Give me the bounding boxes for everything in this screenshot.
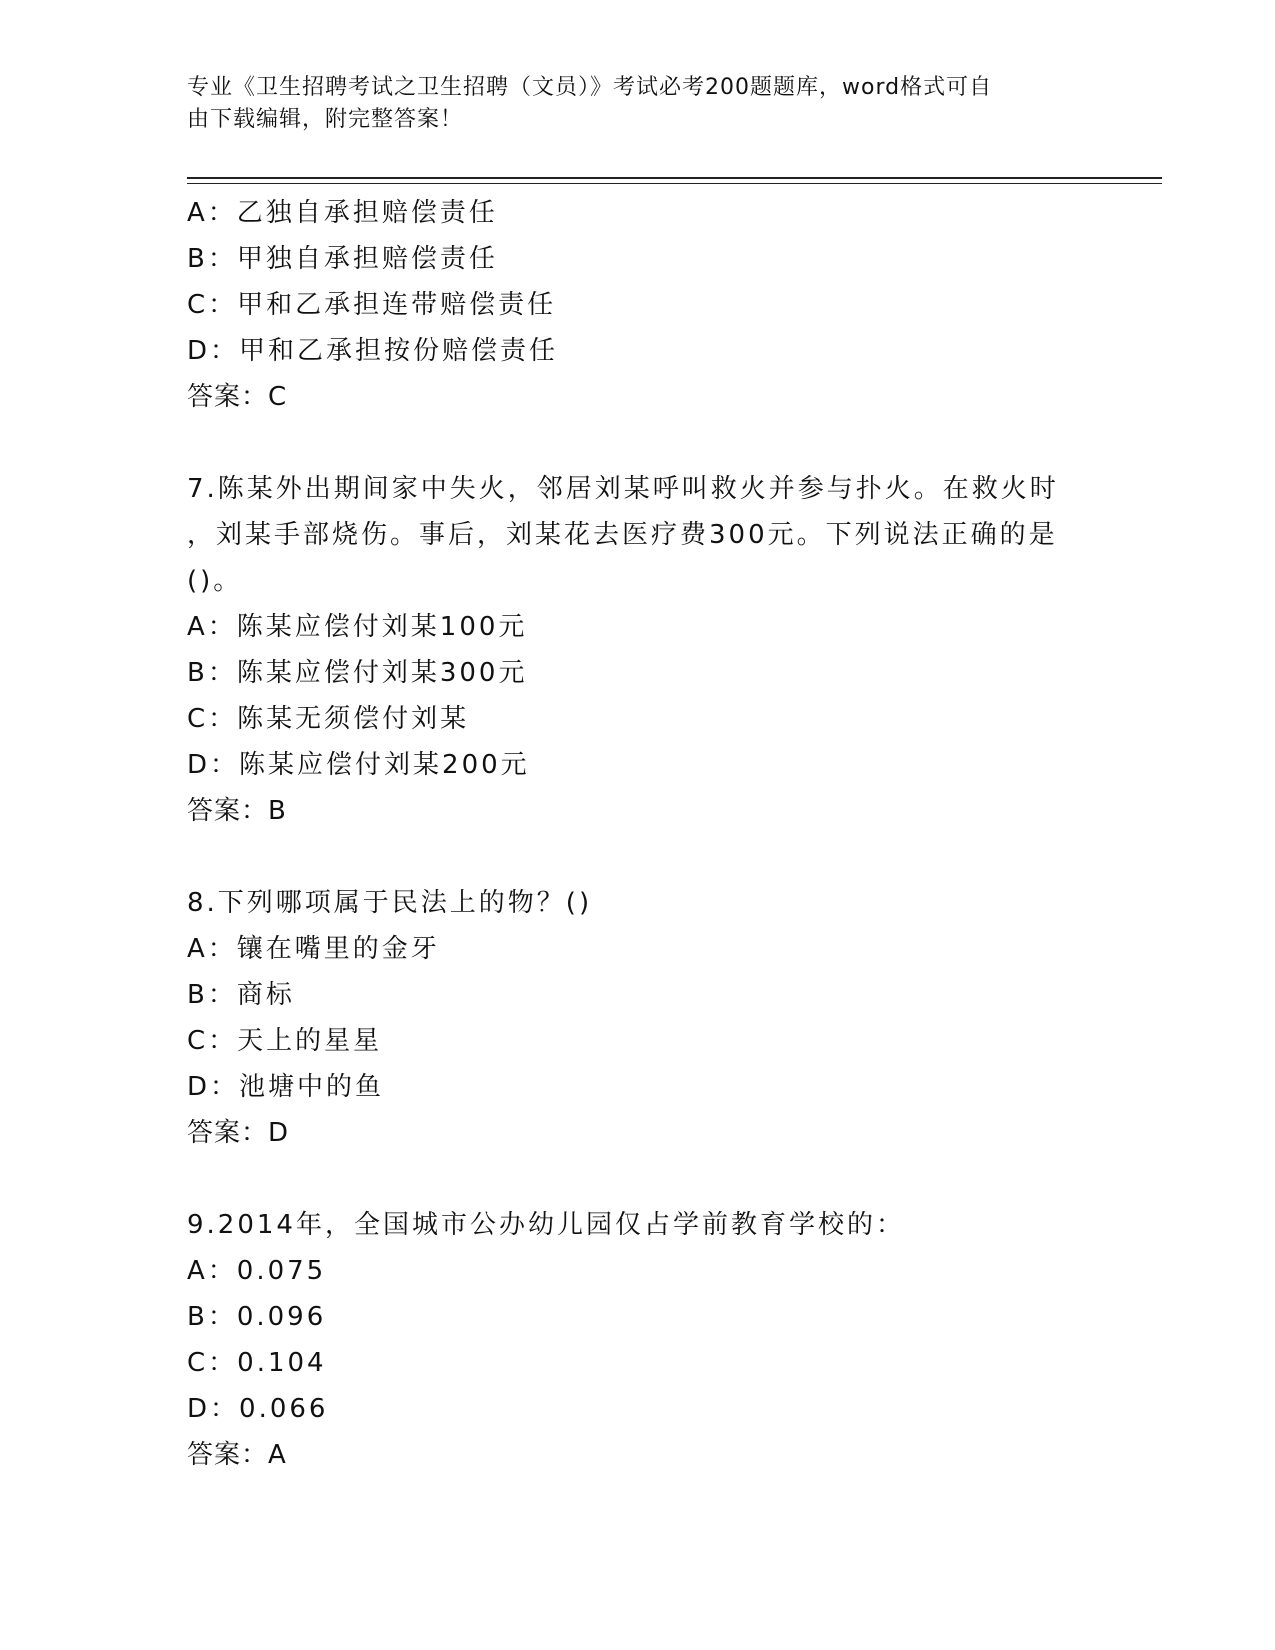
- question-stem-line: 8.下列哪项属于民法上的物？(): [187, 888, 593, 918]
- header-divider-thick: [187, 177, 1162, 179]
- option-b: B：甲独自承担赔偿责任: [187, 244, 498, 274]
- question-stem-line: ，刘某手部烧伤。事后，刘某花去医疗费300元。下列说法正确的是: [187, 520, 1058, 550]
- option-c: C：天上的星星: [187, 1026, 383, 1056]
- question-stem-line: 9.2014年，全国城市公办幼儿园仅占学前教育学校的：: [187, 1210, 905, 1240]
- option-d: D：0.066: [187, 1394, 329, 1424]
- option-a: A：0.075: [187, 1256, 327, 1286]
- option-c: C：陈某无须偿付刘某: [187, 704, 470, 734]
- option-b: B：商标: [187, 980, 295, 1010]
- header-line-1: 专业《卫生招聘考试之卫生招聘（文员）》考试必考200题题库，word格式可自: [187, 75, 993, 100]
- option-d: D：甲和乙承担按份赔偿责任: [187, 336, 559, 366]
- option-b: B：0.096: [187, 1302, 327, 1332]
- option-d: D：陈某应偿付刘某200元: [187, 750, 530, 780]
- answer-line: 答案：B: [187, 796, 287, 826]
- question-block-8: [187, 880, 1087, 1156]
- option-a: A：镶在嘴里的金牙: [187, 934, 440, 964]
- answer-line: 答案：A: [187, 1440, 287, 1470]
- option-d: D：池塘中的鱼: [187, 1072, 385, 1102]
- document-header: [187, 72, 1067, 136]
- option-a: A：乙独自承担赔偿责任: [187, 198, 498, 228]
- answer-line: 答案：D: [187, 1118, 290, 1148]
- question-block-6: [187, 190, 1087, 420]
- option-b: B：陈某应偿付刘某300元: [187, 658, 528, 688]
- header-line-2: 由下载编辑，附完整答案！: [187, 107, 464, 132]
- question-list: [187, 190, 1087, 1478]
- question-stem-line: 7.陈某外出期间家中失火，邻居刘某呼叫救火并参与扑火。在救火时: [187, 474, 1059, 504]
- question-block-9: [187, 1202, 1087, 1478]
- question-block-7: [187, 466, 1087, 834]
- header-divider-thin: [187, 183, 1162, 184]
- question-stem-line: ()。: [187, 566, 243, 596]
- option-a: A：陈某应偿付刘某100元: [187, 612, 528, 642]
- option-c: C：0.104: [187, 1348, 327, 1378]
- answer-line: 答案：C: [187, 382, 288, 412]
- option-c: C：甲和乙承担连带赔偿责任: [187, 290, 557, 320]
